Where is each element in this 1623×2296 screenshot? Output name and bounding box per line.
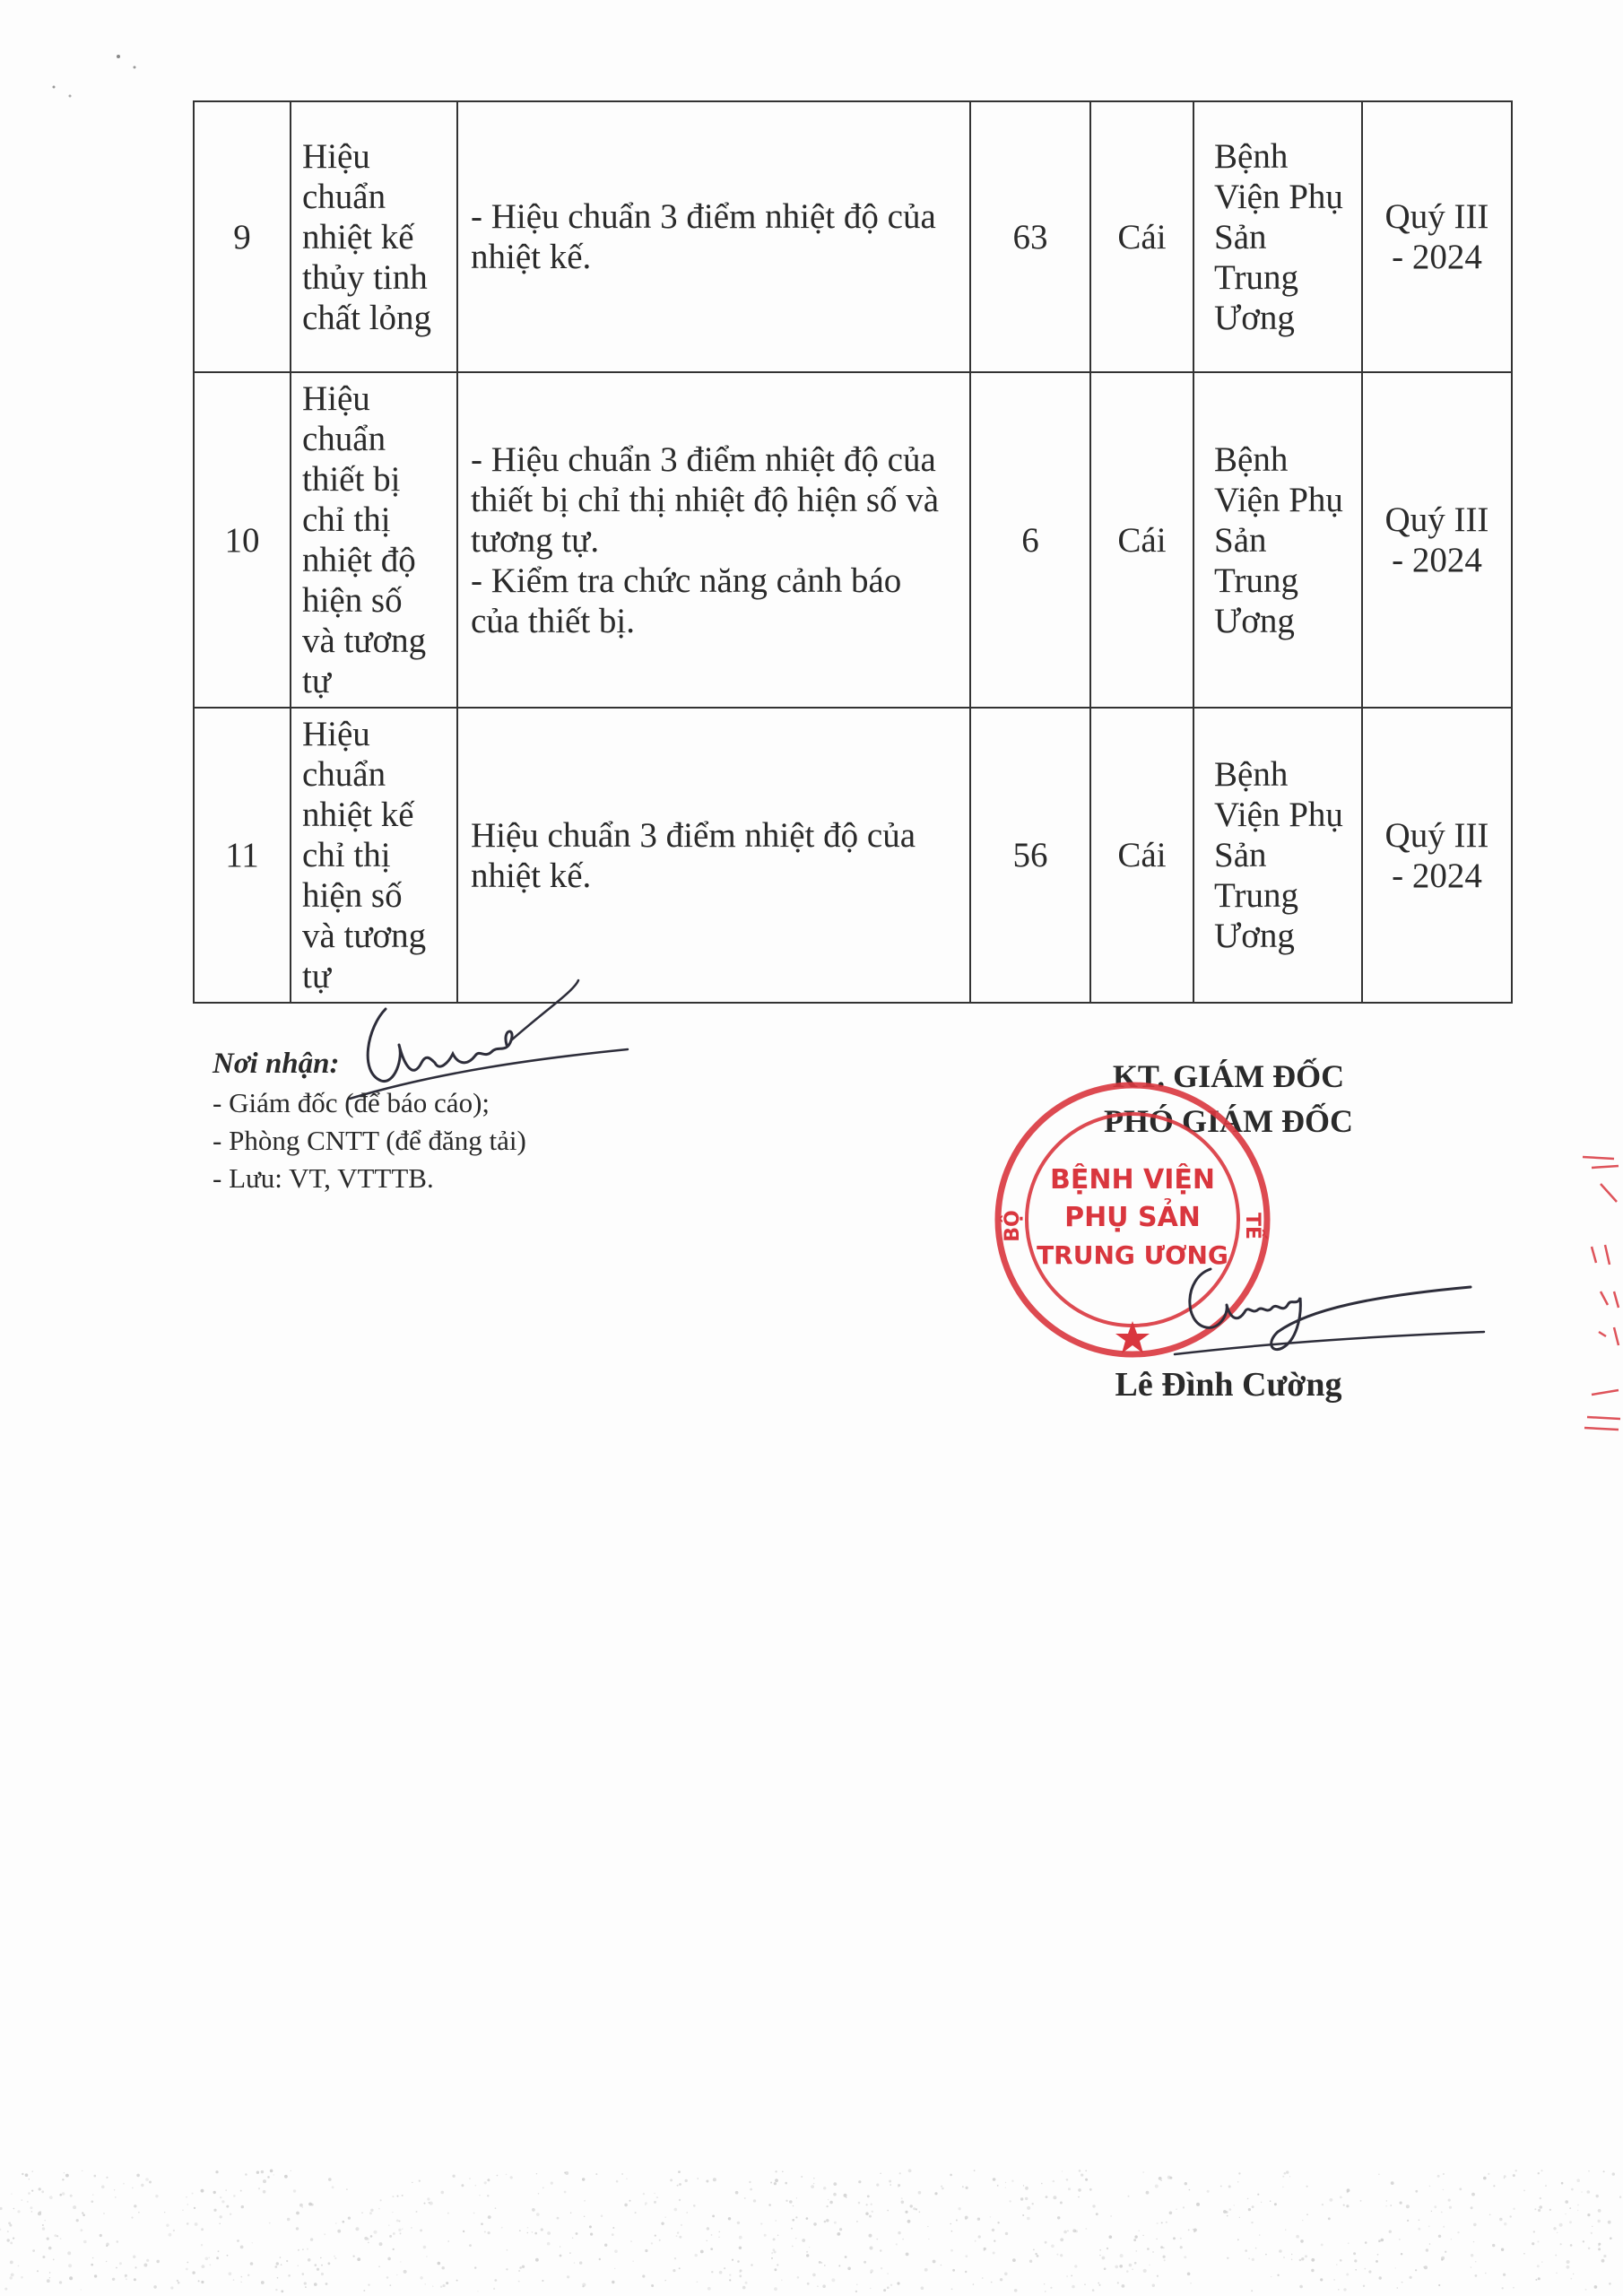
signature-title-line2: PHÓ GIÁM ĐỐC bbox=[1104, 1103, 1353, 1139]
table-row bbox=[194, 708, 1512, 1003]
recipient-item: - Lưu: VT, VTTTB. bbox=[213, 1162, 434, 1194]
cell-time: Quý III - 2024 bbox=[1362, 372, 1512, 708]
cell-unit: Cái bbox=[1090, 101, 1193, 372]
cell-quantity: 56 bbox=[970, 708, 1090, 1003]
recipients-block bbox=[213, 1045, 526, 1197]
calibration-table bbox=[193, 100, 1513, 1004]
desc-line: - Kiểm tra chức năng cảnh báo của thiết bị. bbox=[471, 561, 902, 640]
stamp-text-right: TẾ bbox=[1241, 1212, 1263, 1240]
cell-desc bbox=[457, 372, 970, 708]
recipient-item: - Giám đốc (để báo cáo); bbox=[213, 1087, 490, 1118]
cell-name: Hiệu chuẩn nhiệt kế thủy tinh chất lỏng bbox=[291, 101, 457, 372]
cell-place: Bệnh Viện Phụ Sản Trung Ương bbox=[1193, 372, 1362, 708]
stamp-text-line: PHỤ SẢN bbox=[1064, 1202, 1201, 1233]
desc-line: - Hiệu chuẩn 3 điểm nhiệt độ của nhiệt kế. bbox=[471, 197, 936, 276]
cell-name: Hiệu chuẩn thiết bị chỉ thị nhiệt độ hiện số và tương tự bbox=[291, 372, 457, 708]
cell-stt: 10 bbox=[194, 372, 291, 708]
cell-place: Bệnh Viện Phụ Sản Trung Ương bbox=[1193, 101, 1362, 372]
signature-title-line1: KT. GIÁM ĐỐC bbox=[1112, 1058, 1345, 1094]
stamp-text-line: BỆNH VIỆN bbox=[1050, 1164, 1215, 1196]
table-row bbox=[194, 101, 1512, 372]
recipients-heading: Nơi nhận: bbox=[213, 1048, 340, 1080]
cell-desc bbox=[457, 708, 970, 1003]
cell-desc bbox=[457, 101, 970, 372]
cell-unit: Cái bbox=[1090, 372, 1193, 708]
cell-quantity: 63 bbox=[970, 101, 1090, 372]
cell-time: Quý III - 2024 bbox=[1362, 708, 1512, 1003]
desc-line: - Hiệu chuẩn 3 điểm nhiệt độ của thiết bị chỉ thị nhiệt độ hiện số và tương tự. bbox=[471, 439, 940, 560]
cell-place: Bệnh Viện Phụ Sản Trung Ương bbox=[1193, 708, 1362, 1003]
cell-name: Hiệu chuẩn nhiệt kế chỉ thị hiện số và tương tự bbox=[291, 708, 457, 1003]
stamp-text-left: BỘ bbox=[1002, 1210, 1024, 1242]
cell-stt: 9 bbox=[194, 101, 291, 372]
signer-name: Lê Đình Cường bbox=[1115, 1366, 1342, 1404]
table-body bbox=[194, 101, 1512, 1003]
director-signature bbox=[1166, 1242, 1488, 1359]
cell-stt: 11 bbox=[194, 708, 291, 1003]
desc-line: Hiệu chuẩn 3 điểm nhiệt độ của nhiệt kế. bbox=[471, 815, 916, 895]
stamp-text-line: TRUNG ƯƠNG bbox=[1037, 1240, 1228, 1270]
scan-specks bbox=[45, 49, 152, 112]
cell-time: Quý III - 2024 bbox=[1362, 101, 1512, 372]
recipient-item: - Phòng CNTT (để đăng tải) bbox=[213, 1125, 526, 1156]
scan-edge-marks bbox=[1565, 1148, 1623, 1453]
table-row bbox=[194, 372, 1512, 708]
scan-noise bbox=[0, 2152, 1623, 2296]
cell-unit: Cái bbox=[1090, 708, 1193, 1003]
cell-quantity: 6 bbox=[970, 372, 1090, 708]
